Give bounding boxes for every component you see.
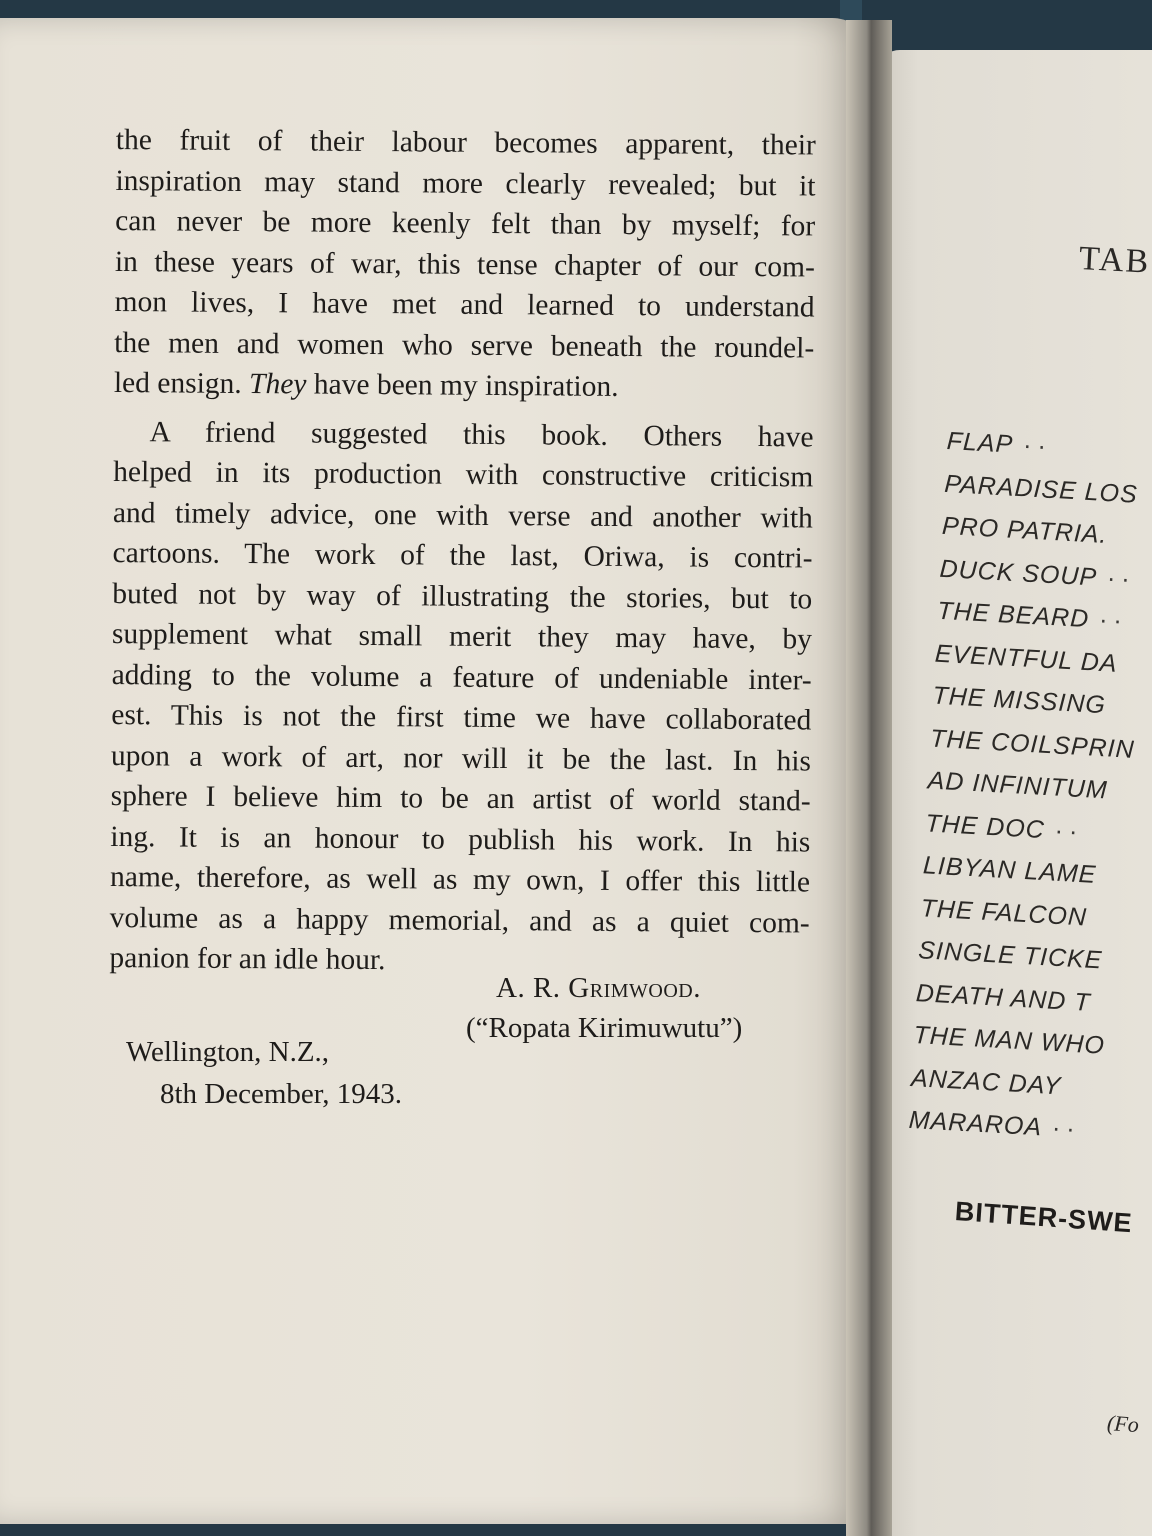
signature-name: A. R. Grimwood. xyxy=(496,972,701,1004)
text-line: upon a work of art, nor will it be the last. In his xyxy=(110,739,812,777)
text-line: helped in its production with constructive criticism xyxy=(113,455,814,494)
text-line: cartoons. The work of the last, Oriwa, is contri- xyxy=(112,536,813,575)
contents-item-title: EVENTFUL DA xyxy=(934,639,1119,678)
contents-item-title: THE FALCON xyxy=(919,893,1088,932)
text-line: mon lives, I have met and learned to understand xyxy=(114,285,815,324)
text-line: A friend suggested this book. Others have xyxy=(149,415,814,453)
text-line: sphere I believe him to be an artist of world stand- xyxy=(110,779,811,818)
leader-dots: ·· xyxy=(1098,605,1129,636)
contents-item-title: THE BEARD xyxy=(936,596,1090,634)
contents-item-title: PARADISE LOS xyxy=(943,469,1139,509)
paragraph-1 xyxy=(114,120,816,409)
text-line: est. This is not the first time we have collaborated xyxy=(111,698,812,737)
text-line: name, therefore, as well as my own, I offer this little xyxy=(109,860,811,899)
text-line: adding to the volume a feature of undeniable inter- xyxy=(111,658,812,696)
contents-item-title: LIBYAN LAME xyxy=(922,851,1098,889)
contents-list xyxy=(908,420,1152,1154)
leader-dots: ·· xyxy=(1106,563,1137,594)
contents-item-title: THE DOC xyxy=(924,808,1046,844)
section-heading: BITTER-SWE xyxy=(953,1196,1134,1239)
text-line: and timely advice, one with verse and another with xyxy=(112,496,814,534)
contents-item-title: THE COILSPRIN xyxy=(929,724,1136,764)
contents-item-title: AD INFINITUM xyxy=(927,766,1109,805)
text-line: the men and women who serve beneath the roundel- xyxy=(114,326,815,364)
italic-word: They xyxy=(248,368,307,401)
signature-alias: (“Ropata Kirimuwutu”) xyxy=(466,1012,743,1044)
text-line-last xyxy=(114,363,814,409)
text-line: in these years of war, this tense chapter of our com- xyxy=(114,245,815,283)
text-line: volume as a happy memorial, and as a quiet com- xyxy=(109,901,810,939)
contents-item-title: ANZAC DAY xyxy=(910,1063,1063,1100)
text-fragment: led ensign. xyxy=(113,366,250,401)
text-line: the fruit of their labour becomes apparent, their xyxy=(115,123,816,162)
text-line-last: panion for an idle hour. xyxy=(109,941,386,977)
text-line: supplement what small merit they may have, by xyxy=(111,617,813,656)
contents-item-title: DUCK SOUP xyxy=(938,554,1098,592)
contents-item-title: DEATH AND T xyxy=(915,978,1092,1017)
leader-dots: ·· xyxy=(1022,431,1053,461)
text-line: inspiration may stand more clearly revealed; but it xyxy=(115,164,816,202)
contents-heading: TAB xyxy=(1078,240,1152,281)
paragraph-2 xyxy=(109,411,813,983)
contents-item-title: PRO PATRIA. xyxy=(941,511,1109,550)
left-page-text xyxy=(109,120,816,984)
text-line: can never be more keenly felt than by myself; for xyxy=(115,204,816,243)
footer-note: (Fo xyxy=(1106,1410,1140,1438)
leader-dots: ·· xyxy=(1053,816,1085,846)
text-line: buted not by way of illustrating the stories, but to xyxy=(112,577,813,615)
right-page-content xyxy=(880,0,1152,1536)
contents-item-title: MARAROA xyxy=(908,1105,1043,1142)
place-line: Wellington, N.Z., xyxy=(126,1036,330,1068)
contents-item-title: THE MAN WHO xyxy=(912,1021,1106,1060)
contents-item-title: FLAP xyxy=(946,426,1015,459)
date-line: 8th December, 1943. xyxy=(160,1078,403,1110)
text-line: ing. It is an honour to publish his work. In his xyxy=(110,820,811,858)
contents-item-title: SINGLE TICKE xyxy=(917,936,1104,975)
text-fragment: have been my inspiration. xyxy=(306,368,619,403)
leader-dots: ·· xyxy=(1051,1113,1082,1144)
contents-item-title: THE MISSING xyxy=(931,681,1107,720)
